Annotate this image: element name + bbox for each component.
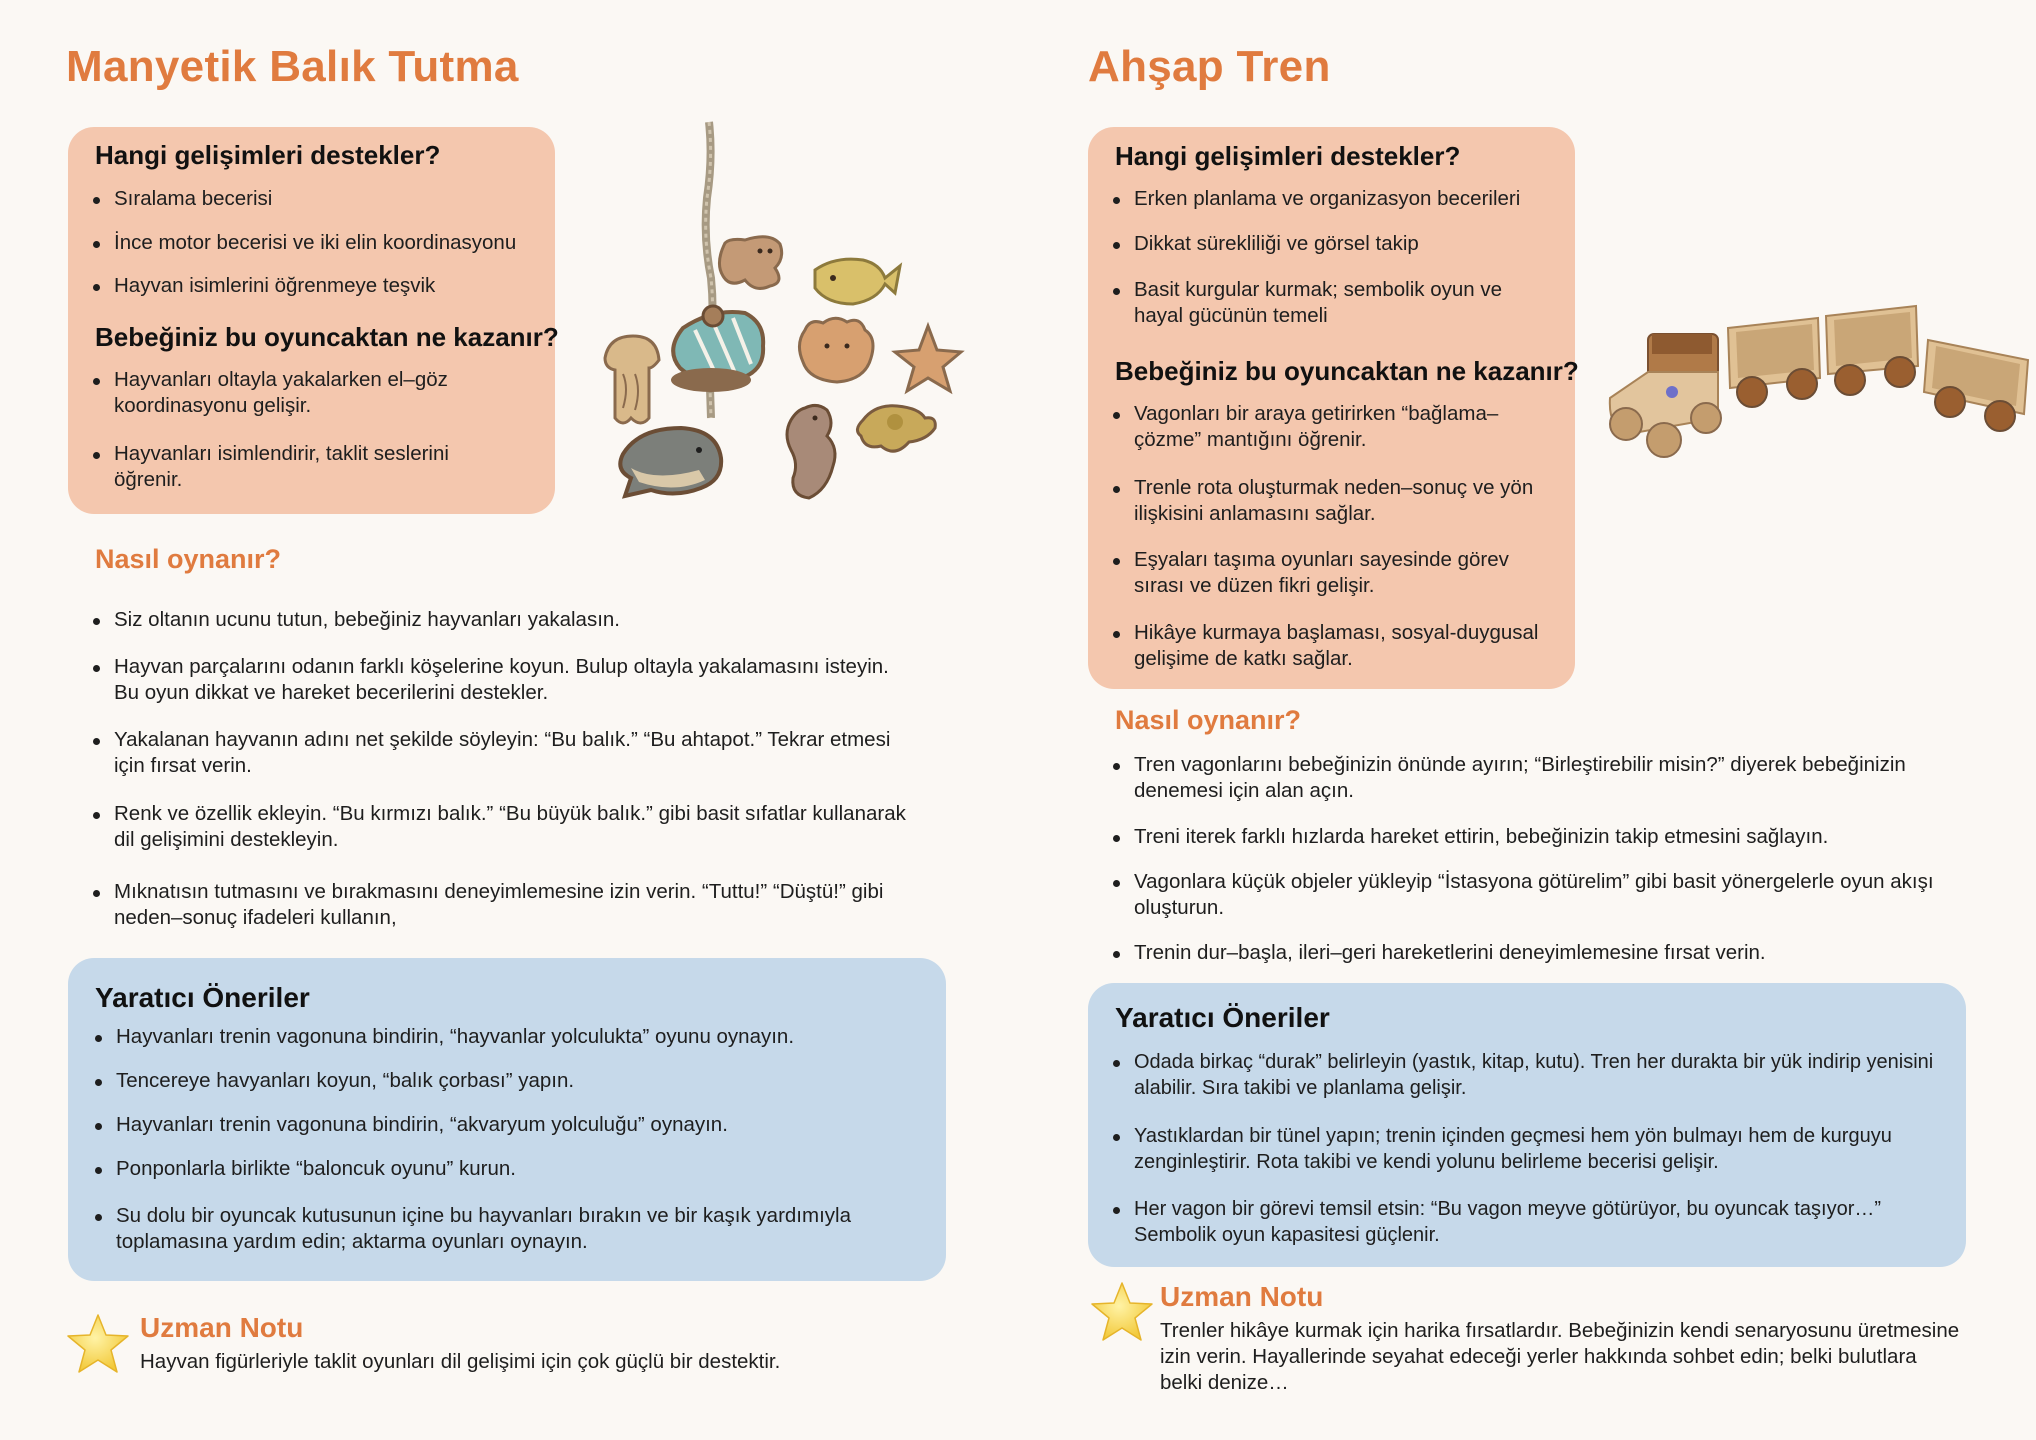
left-gains-heading: Bebeğiniz bu oyuncaktan ne kazanır? [95,322,559,352]
wooden-train-illustration [1588,268,2036,478]
left-creative-item: Ponponlarla birlikte “baloncuk oyunu” kurun. [95,1156,935,1182]
left-creative-item: Su dolu bir oyuncak kutusunun içine bu hayvanları bırakın ve bir kaşık yardımıyla toplamasına yardım edin; aktarma oyunları oynayın. [95,1203,935,1255]
right-how-item: Tren vagonlarını bebeğinizin önünde ayırın; “Birleştirebilir misin?” diyerek bebeğinizin denemesi için alan açın. [1113,752,1993,804]
right-creative-item: Yastıklardan bir tünel yapın; trenin içinden geçmesi hem yön bulmayı hem de kurguyu zenginleştirir. Rota takibi ve kendi yolunu belirleme becerisi gelişir. [1113,1123,1963,1175]
right-how-item: Trenin dur–başla, ileri–geri hareketlerini deneyimlemesine fırsat verin. [1113,940,1993,966]
right-expert-heading: Uzman Notu [1160,1281,1324,1312]
right-supports-item: Dikkat sürekliliği ve görsel takip [1113,231,1553,257]
left-supports-item: Hayvan isimlerini öğrenmeye teşvik [93,273,553,299]
magnetic-fishing-toy-illustration [595,118,975,508]
left-creative-item: Tencereye havyanları koyun, “balık çorbası” yapın. [95,1068,935,1094]
left-expert-heading: Uzman Notu [140,1312,304,1343]
right-expert-text: Trenler hikâye kurmak için harika fırsatlardır. Bebeğinizin kendi senaryosunu üretmesine izin verin. Hayallerinde seyahat edeceği yerler hakkında sohbet edin; belki bulutlara belki denize… [1160,1319,1960,1394]
right-creative-item: Her vagon bir görevi temsil etsin: “Bu vagon meyve götürüyor, bu oyuncak taşıyor…” Sembolik oyun kapasitesi güçlenir. [1113,1196,1963,1248]
right-supports-heading: Hangi gelişimleri destekler? [1115,141,1461,171]
left-supports-item: İnce motor becerisi ve iki elin koordinasyonu [93,230,553,256]
left-page-title: Manyetik Balık Tutma [66,42,519,91]
right-supports-item: Erken planlama ve organizasyon becerileri [1113,186,1553,212]
right-gains-item: Vagonları bir araya getirirken “bağlama–çözme” mantığını öğrenir. [1113,401,1553,453]
right-how-item: Treni iterek farklı hızlarda hareket ettirin, bebeğinizin takip etmesini sağlayın. [1113,824,1993,850]
left-how-item: Hayvan parçalarını odanın farklı köşelerine koyun. Bulup oltayla yakalamasını isteyin. Bu oyun dikkat ve hareket becerilerini destekler. [93,654,913,706]
left-supports-heading: Hangi gelişimleri destekler? [95,140,441,170]
right-gains-item: Trenle rota oluşturmak neden–sonuç ve yön ilişkisini anlamasını sağlar. [1113,475,1553,527]
left-how-item: Siz oltanın ucunu tutun, bebeğiniz hayvanları yakalasın. [93,607,913,633]
left-how-item: Mıknatısın tutmasını ve bırakmasını deneyimlemesine izin verin. “Tuttu!” “Düştü!” gibi neden–sonuç ifadeleri kullanın, [93,879,913,931]
left-how-item: Yakalanan hayvanın adını net şekilde söyleyin: “Bu balık.” “Bu ahtapot.” Tekrar etmesi için fırsat verin. [93,727,913,779]
left-gains-item: Hayvanları isimlendirir, taklit seslerini öğrenir. [93,441,493,493]
right-gains-item: Hikâye kurmaya başlaması, sosyal-duygusal gelişime de katkı sağlar. [1113,620,1553,672]
right-creative-item: Odada birkaç “durak” belirleyin (yastık, kitap, kutu). Tren her durakta bir yük indirip yenisini alabilir. Sıra takibi ve planlama gelişir. [1113,1049,1963,1101]
right-creative-heading: Yaratıcı Öneriler [1115,1002,1330,1033]
right-page-title: Ahşap Tren [1088,42,1331,91]
right-gains-item: Eşyaları taşıma oyunları sayesinde görev sırası ve düzen fikri gelişir. [1113,547,1553,599]
right-how-heading: Nasıl oynanır? [1115,705,1302,735]
left-creative-item: Hayvanları trenin vagonuna bindirin, “akvaryum yolculuğu” oynayın. [95,1112,935,1138]
left-creative-heading: Yaratıcı Öneriler [95,982,310,1013]
right-how-item: Vagonlara küçük objeler yükleyip “İstasyona götürelim” gibi basit yönergelerle oyun akışı oluşturun. [1113,869,1993,921]
left-how-item: Renk ve özellik ekleyin. “Bu kırmızı balık.” “Bu büyük balık.” gibi basit sıfatlar kullanarak dil gelişimini destekleyin. [93,801,913,853]
left-gains-item: Hayvanları oltayla yakalarken el–göz koordinasyonu gelişir. [93,367,493,419]
right-gains-heading: Bebeğiniz bu oyuncaktan ne kazanır? [1115,356,1579,386]
left-creative-item: Hayvanları trenin vagonuna bindirin, “hayvanlar yolculukta” oyunu oynayın. [95,1024,935,1050]
star-icon [1088,1280,1156,1344]
star-icon [64,1312,132,1376]
right-supports-item: Basit kurgular kurmak; sembolik oyun ve hayal gücünün temeli [1113,277,1533,329]
left-supports-item: Sıralama becerisi [93,186,553,212]
left-expert-text: Hayvan figürleriyle taklit oyunları dil gelişimi için çok güçlü bir destektir. [140,1350,781,1373]
left-how-heading: Nasıl oynanır? [95,544,282,574]
